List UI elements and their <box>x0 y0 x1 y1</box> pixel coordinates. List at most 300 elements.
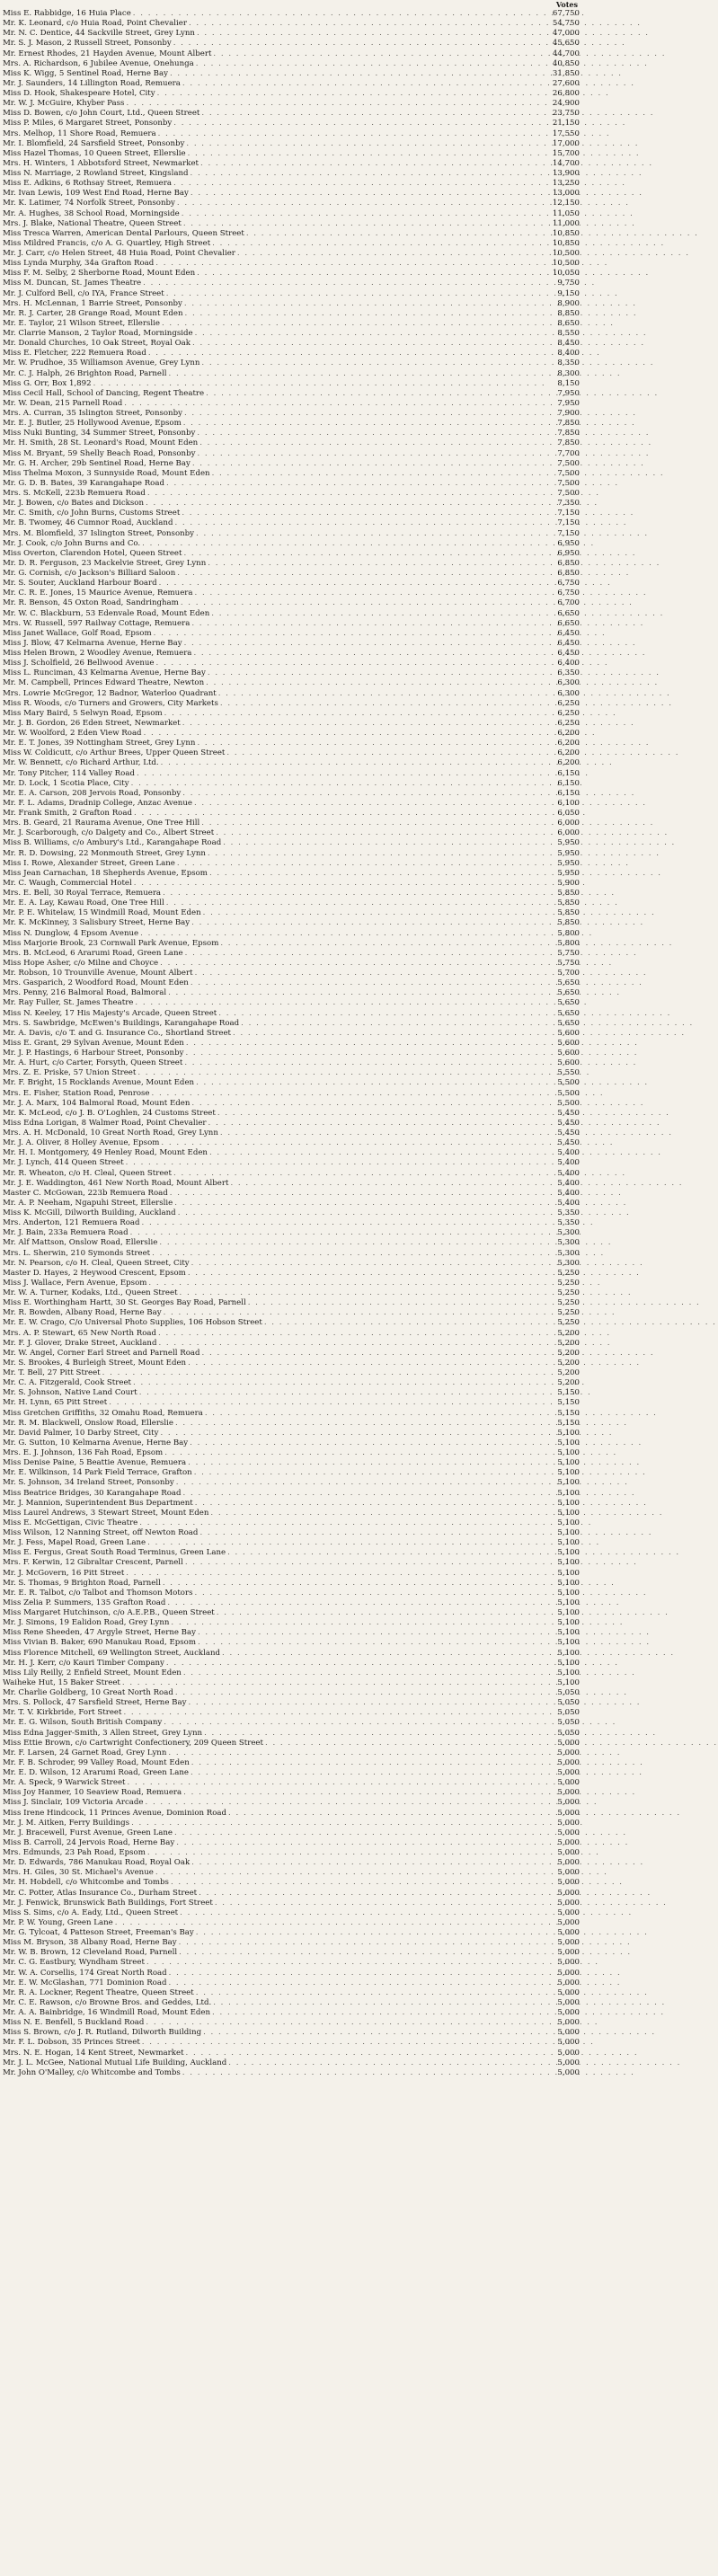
entry-votes: 17,000 <box>552 138 580 148</box>
leader-dots <box>135 998 551 1008</box>
leader-dots <box>191 619 551 629</box>
entry-name: Mr. E. R. Talbot, c/o Talbot and Thomson Motors <box>3 1588 193 1598</box>
entry-name: Mr. J. Cook, c/o John Burns and Co. <box>3 538 141 548</box>
entry-votes: 8,400 <box>557 349 580 359</box>
list-item <box>3 1899 580 1908</box>
entry-name: Mrs. H. McLennan, 1 Barrie Street, Ponsonby <box>3 298 182 308</box>
entry-votes: 10,500 <box>552 259 580 269</box>
leader-dots <box>176 1838 551 1848</box>
entry-votes: 5,000 <box>557 1888 580 1898</box>
entry-name: Mr. C. G. Eastbury, Wyndham Street <box>3 1958 145 1968</box>
entry-votes: 5,100 <box>557 1658 580 1668</box>
leader-dots <box>182 2068 551 2078</box>
leader-dots <box>203 908 551 918</box>
list-item <box>3 1659 580 1669</box>
leader-dots <box>191 918 551 928</box>
entry-votes: 5,650 <box>557 1018 580 1028</box>
list-item <box>3 89 580 99</box>
entry-name: Mr. J. Saunders, 14 Lillington Road, Remuera <box>3 78 181 88</box>
list-item <box>3 1988 580 1998</box>
list-item <box>3 619 580 629</box>
entry-name: Mr. J. McGovern, 16 Pitt Street <box>3 1568 125 1578</box>
leader-dots <box>182 79 551 89</box>
list-item <box>3 189 580 199</box>
entry-name: Miss W. Coldicutt, c/o Arthur Brees, Upper Queen Street <box>3 748 226 758</box>
list-item <box>3 978 580 988</box>
entry-name: Miss Hope Asher, c/o Milne and Choyce <box>3 958 159 968</box>
entry-votes: 9,750 <box>557 279 580 288</box>
leader-dots <box>173 119 551 128</box>
leader-dots <box>183 1788 551 1798</box>
entry-votes: 5,150 <box>557 1408 580 1418</box>
leader-dots <box>147 1538 551 1548</box>
entry-votes: 5,200 <box>557 1378 580 1388</box>
list-item <box>3 369 580 379</box>
leader-dots <box>159 1238 551 1248</box>
list-item <box>3 429 580 438</box>
entry-votes: 5,650 <box>557 988 580 998</box>
entry-name: Miss J. Wallace, Fern Avenue, Epsom <box>3 1278 147 1288</box>
entry-name: Mrs. Z. E. Priske, 57 Union Street <box>3 1068 137 1078</box>
entry-votes: 5,600 <box>557 1049 580 1058</box>
list-item <box>3 1288 580 1298</box>
list-item <box>3 849 580 859</box>
leader-dots <box>226 748 551 758</box>
entry-name: Miss Rene Sheeden, 47 Argyle Street, Herne Bay <box>3 1628 196 1638</box>
list-item <box>3 309 580 319</box>
entry-name: Mr. J. M. Aitken, Ferry Buildings <box>3 1818 130 1828</box>
list-item <box>3 2049 580 2058</box>
leader-dots <box>139 1388 551 1398</box>
entry-votes: 6,450 <box>557 649 580 658</box>
entry-votes: 12,150 <box>552 199 580 208</box>
leader-dots <box>204 1729 551 1739</box>
leader-dots <box>197 429 551 438</box>
entry-votes: 8,650 <box>557 318 580 328</box>
list-item <box>3 1329 580 1339</box>
entry-votes: 5,300 <box>557 1248 580 1258</box>
leader-dots <box>191 1858 551 1868</box>
entry-name: Mr. J. Bracewell, Furst Avenue, Green Lane <box>3 1828 173 1837</box>
entry-name: Mr. W. A. Turner, Kodaks, Ltd., Queen Street <box>3 1288 178 1297</box>
leader-dots <box>178 1208 551 1218</box>
entry-name: Mr. N. Pearson, c/o H. Cleal, Queen Street, City <box>3 1258 190 1268</box>
entry-votes: 5,500 <box>557 1078 580 1088</box>
entry-votes: 11,050 <box>552 208 580 218</box>
list-item <box>3 1238 580 1248</box>
leader-dots <box>142 539 551 549</box>
list-item <box>3 389 580 399</box>
entry-name: Mr. A. Hurt, c/o Carter, Forsyth, Queen Street <box>3 1058 183 1068</box>
list-item <box>3 69 580 79</box>
entry-votes: 5,100 <box>557 1628 580 1638</box>
leader-dots <box>183 1489 551 1499</box>
list-item <box>3 1628 580 1638</box>
entry-name: Miss N. Marriage, 2 Rowland Street, Kingsland <box>3 169 189 178</box>
entry-votes: 5,000 <box>557 1968 580 1978</box>
entry-name: Mr. J. Carr, c/o Helen Street, 48 Huia Road, Point Chevalier <box>3 249 235 258</box>
leader-dots <box>220 939 551 949</box>
list-item <box>3 1569 580 1579</box>
entry-name: Mr. C. Potter, Atlas Insurance Co., Durham Street <box>3 1888 198 1898</box>
entry-name: Mr. P. E. Whitelaw, 15 Windmill Road, Mount Eden <box>3 908 201 918</box>
leader-dots <box>179 1938 551 1948</box>
leader-dots <box>183 419 551 429</box>
list-item <box>3 169 580 179</box>
list-item <box>3 668 580 678</box>
list-item <box>3 1429 580 1438</box>
entry-votes: 6,750 <box>557 589 580 598</box>
leader-dots <box>191 1758 551 1768</box>
entry-votes: 8,850 <box>557 308 580 318</box>
leader-dots <box>206 678 551 688</box>
list-item <box>3 159 580 169</box>
leader-dots <box>195 329 551 339</box>
entry-name: Miss G. Orr, Box 1,892 <box>3 378 92 388</box>
entry-votes: 6,750 <box>557 579 580 589</box>
list-item <box>3 139 580 149</box>
list-item <box>3 518 580 528</box>
leader-dots <box>173 179 551 189</box>
leader-dots <box>123 1708 551 1718</box>
entry-name: Miss I. Rowe, Alexander Street, Green Lane <box>3 858 175 868</box>
entry-name: Miss M. Duncan, St. James Theatre <box>3 279 142 288</box>
list-item <box>3 1998 580 2008</box>
leader-dots <box>146 1798 552 1808</box>
list-item <box>3 59 580 69</box>
leader-dots <box>166 289 551 299</box>
list-item <box>3 1359 580 1368</box>
entry-name: Mr. K. McKinney, 3 Salisbury Street, Herne Bay <box>3 918 191 928</box>
entry-votes: 5,400 <box>557 1148 580 1158</box>
entry-name: Mr. E. T. Jones, 39 Nottingham Street, Grey Lynn <box>3 739 196 748</box>
list-item <box>3 1768 580 1778</box>
list-item <box>3 1179 580 1189</box>
leader-dots <box>131 779 551 789</box>
entry-name: Miss Mary Baird, 5 Selwyn Road, Epsom <box>3 708 163 718</box>
entry-votes: 5,200 <box>557 1368 580 1377</box>
leader-dots <box>160 959 551 969</box>
entry-votes: 6,000 <box>557 828 580 838</box>
entry-name: Miss E. McGettigan, Civic Theatre <box>3 1518 138 1527</box>
entry-name: Mr. J. Scarborough, c/o Dalgety and Co., Albert Street <box>3 828 215 838</box>
list-item <box>3 1499 580 1509</box>
entry-votes: 5,600 <box>557 1028 580 1038</box>
entry-name: Mr. A. Davis, c/o T. and G. Insurance Co., Shortland Street <box>3 1028 231 1038</box>
entry-name: Master C. McGowan, 223b Remuera Road <box>3 1188 168 1198</box>
entry-name: Mr. S. Brookes, 4 Burleigh Street, Mount Eden <box>3 1358 187 1368</box>
leader-dots <box>159 579 551 589</box>
entry-votes: 15,700 <box>552 148 580 158</box>
entry-votes: 6,200 <box>557 729 580 738</box>
entry-votes: 5,100 <box>557 1568 580 1578</box>
leader-dots <box>202 1349 551 1359</box>
leader-dots <box>230 1179 551 1189</box>
leader-dots <box>196 1988 551 1998</box>
list-item <box>3 1748 580 1758</box>
entry-name: Mr. F. Larsen, 24 Garnet Road, Grey Lynn <box>3 1748 167 1757</box>
leader-dots <box>265 1739 551 1748</box>
list-item <box>3 988 580 998</box>
entry-votes: 5,400 <box>557 1178 580 1188</box>
leader-dots <box>175 1419 551 1429</box>
leader-dots <box>205 1409 551 1419</box>
leader-dots <box>148 349 551 359</box>
entry-name: Mr. A. A. Bainbridge, 16 Windmill Road, Mount Eden <box>3 2008 211 2017</box>
entry-votes: 5,100 <box>557 1548 580 1558</box>
entry-votes: 6,300 <box>557 688 580 698</box>
entry-name: Miss Zelia P. Summers, 135 Grafton Road <box>3 1598 166 1607</box>
entry-votes: 7,500 <box>557 478 580 488</box>
entry-votes: 5,450 <box>557 1118 580 1128</box>
leader-dots <box>163 889 551 899</box>
entry-name: Mrs. B. Geard, 21 Raurama Avenue, One Tree Hill <box>3 819 200 828</box>
entry-votes: 6,150 <box>557 788 580 798</box>
list-item <box>3 1109 580 1119</box>
leader-dots <box>182 509 551 518</box>
entry-votes: 5,150 <box>557 1388 580 1398</box>
entry-name: Mr. F. J. Glover, Drake Street, Auckland <box>3 1338 157 1348</box>
list-item <box>3 1349 580 1359</box>
list-item <box>3 1279 580 1288</box>
entry-votes: 5,100 <box>557 1558 580 1568</box>
leader-dots <box>189 19 551 29</box>
entry-name: Mr. J. Fenwick, Brunswick Bath Buildings, Fort Street <box>3 1898 213 1908</box>
entry-votes: 5,000 <box>557 2008 580 2017</box>
entry-votes: 6,950 <box>557 548 580 558</box>
entry-name: Miss Ettie Brown, c/o Cartwright Confectionery, 209 Queen Street <box>3 1738 263 1748</box>
entry-name: Mr. C. A. Fitzgerald, Cook Street <box>3 1378 131 1388</box>
list-item <box>3 998 580 1008</box>
entry-name: Miss N. E. Benfell, 5 Buckland Road <box>3 2018 145 2028</box>
entry-name: Miss Tresca Warren, American Dental Parlours, Queen Street <box>3 228 244 238</box>
entry-name: Mr. D. Edwards, 786 Manukau Road, Royal Oak <box>3 1858 191 1868</box>
entry-name: Mr. R. Wheaton, c/o H. Cleal, Queen Street <box>3 1168 172 1178</box>
entry-name: Mr. J. E. Waddington, 461 New North Road, Mount Albert <box>3 1178 229 1188</box>
entry-votes: 14,700 <box>552 158 580 168</box>
entry-votes: 5,850 <box>557 908 580 918</box>
entry-name: Mrs. F. Kerwin, 12 Gibraltar Crescent, Parnell <box>3 1558 183 1568</box>
list-item <box>3 2028 580 2038</box>
entry-name: Mrs. E. Bell, 30 Royal Terrace, Remuera <box>3 889 162 898</box>
leader-dots <box>171 1878 551 1888</box>
entry-votes: 5,000 <box>557 1788 580 1798</box>
list-item <box>3 1259 580 1269</box>
list-item <box>3 649 580 659</box>
entry-name: Miss Mildred Francis, c/o A. G. Quartley, High Street <box>3 238 211 248</box>
list-item <box>3 879 580 889</box>
entry-name: Miss Vivian B. Baker, 690 Manukau Road, Epsom <box>3 1638 196 1648</box>
entry-name: Miss Jean Carnachan, 18 Shepherds Avenue, Epsom <box>3 868 208 878</box>
entry-name: Mr. P. W. Young, Green Lane <box>3 1917 113 1927</box>
leader-dots <box>160 1429 551 1438</box>
list-item <box>3 1729 580 1739</box>
list-item <box>3 799 580 809</box>
leader-dots <box>201 359 551 368</box>
entry-name: Miss E. Rabbidge, 16 Huia Place <box>3 9 131 18</box>
entry-name: Mr. J. Lynch, 414 Queen Street <box>3 1158 124 1168</box>
leader-dots <box>170 1189 551 1199</box>
entry-name: Miss Wilson, 12 Nanning Street, off Newton Road <box>3 1528 199 1537</box>
leader-dots <box>164 1718 551 1728</box>
entry-name: Mr. C. R. E. Jones, 15 Maurice Avenue, Remuera <box>3 589 193 598</box>
entry-votes: 11,000 <box>552 218 580 228</box>
entry-name: Miss J. Sinclair, 109 Victoria Arcade <box>3 1798 144 1808</box>
list-item <box>3 39 580 49</box>
entry-votes: 5,150 <box>557 1398 580 1408</box>
leader-dots <box>215 1899 551 1908</box>
leader-dots <box>182 789 551 799</box>
list-item <box>3 109 580 119</box>
entry-votes: 5,000 <box>557 1878 580 1888</box>
entry-votes: 5,100 <box>557 1638 580 1648</box>
list-item <box>3 438 580 448</box>
list-item <box>3 459 580 469</box>
list-item <box>3 349 580 359</box>
leader-dots <box>179 1948 551 1958</box>
list-item <box>3 639 580 649</box>
list-item <box>3 1448 580 1458</box>
leader-dots <box>194 1468 551 1478</box>
leader-dots <box>195 589 551 598</box>
entry-votes: 5,200 <box>557 1338 580 1348</box>
leader-dots <box>185 309 551 319</box>
leader-dots <box>217 1608 551 1618</box>
entry-votes: 5,950 <box>557 838 580 848</box>
leader-dots <box>146 2018 551 2028</box>
entry-name: Mr. W. Dean, 215 Parnell Road <box>3 398 123 408</box>
entry-name: Miss Edna Lorigan, 8 Walmer Road, Point Chevalier <box>3 1118 207 1128</box>
list-item <box>3 689 580 699</box>
leader-dots <box>181 598 551 608</box>
entry-votes: 45,650 <box>552 39 580 49</box>
leader-dots <box>173 1169 551 1179</box>
leader-dots <box>188 1458 551 1468</box>
list-item <box>3 1698 580 1708</box>
entry-votes: 5,000 <box>557 1757 580 1767</box>
entry-votes: 6,350 <box>557 668 580 678</box>
leader-dots <box>210 1509 551 1518</box>
entry-name: Miss L. Runciman, 43 Kelmarna Avenue, Herne Bay <box>3 668 206 678</box>
leader-dots <box>152 1249 551 1259</box>
entry-votes: 5,000 <box>557 2038 580 2048</box>
entry-votes: 5,100 <box>557 1598 580 1607</box>
entry-votes: 5,000 <box>557 1808 580 1818</box>
entry-name: Mr. M. Campbell, Princes Edward Theatre, Newton <box>3 678 205 688</box>
entry-name: Mr. H. J. Kerr, c/o Kauri Timber Company <box>3 1658 164 1668</box>
list-item <box>3 659 580 668</box>
leader-dots <box>167 1598 551 1608</box>
entry-name: Mr. Donald Churches, 10 Oak Street, Royal Oak <box>3 339 191 349</box>
leader-dots <box>211 609 551 619</box>
entry-votes: 27,600 <box>552 78 580 88</box>
entry-name: Miss E. Fletcher, 222 Remuera Road <box>3 349 146 359</box>
list-item <box>3 1438 580 1448</box>
list-item <box>3 719 580 729</box>
entry-votes: 7,700 <box>557 448 580 458</box>
entry-votes: 5,000 <box>557 2018 580 2028</box>
leader-dots <box>163 1579 551 1589</box>
list-item <box>3 1798 580 1808</box>
leader-dots <box>197 269 551 279</box>
entry-votes: 5,200 <box>557 1348 580 1358</box>
leader-dots <box>177 569 551 579</box>
entry-name: Mrs. A. Curran, 35 Islington Street, Ponsonby <box>3 409 182 418</box>
entry-votes: 7,150 <box>557 509 580 518</box>
leader-dots <box>199 1889 551 1899</box>
entry-name: Mrs. S. McKell, 223b Remuera Road <box>3 489 146 498</box>
leader-dots <box>190 1438 551 1448</box>
entry-votes: 5,100 <box>557 1528 580 1537</box>
entry-name: Mrs. H. Winters, 1 Abbotsford Street, Newmarket <box>3 158 199 168</box>
entry-votes: 7,950 <box>557 398 580 408</box>
entry-name: Mr. R. M. Blackwell, Onslow Road, Ellerslie <box>3 1418 173 1428</box>
entry-votes: 24,900 <box>552 99 580 109</box>
entry-votes: 10,850 <box>552 228 580 238</box>
list-item <box>3 769 580 779</box>
entry-name: Mr. E. Taylor, 21 Wilson Street, Ellerslie <box>3 318 160 328</box>
leader-dots <box>183 1669 551 1678</box>
list-item <box>3 1708 580 1718</box>
entry-name: Mr. C. Waugh, Commercial Hotel <box>3 878 132 888</box>
leader-dots <box>233 1029 551 1039</box>
list-item <box>3 1119 580 1129</box>
leader-dots <box>192 339 551 349</box>
leader-dots <box>216 828 551 838</box>
entry-name: Miss Beatrice Bridges, 30 Karangahape Road <box>3 1488 182 1498</box>
entry-name: Miss E. Grant, 29 Sylvan Avenue, Mount Eden <box>3 1038 184 1048</box>
leader-dots <box>170 69 551 79</box>
entry-name: Mr. John O'Malley, c/o Whitcombe and Tombs <box>3 2067 181 2077</box>
leader-dots <box>152 1089 551 1099</box>
leader-dots <box>191 1099 551 1109</box>
leader-dots <box>157 89 551 99</box>
entry-name: Miss Overton, Clarendon Hotel, Queen Street <box>3 548 182 558</box>
entry-name: Miss K. Wigg, 5 Sentinel Road, Herne Bay <box>3 68 168 78</box>
leader-dots <box>228 2058 551 2068</box>
leader-dots <box>182 719 551 729</box>
list-item <box>3 559 580 569</box>
entry-votes: 5,100 <box>557 1448 580 1457</box>
entry-votes: 5,500 <box>557 1088 580 1098</box>
entry-name: Mrs. Melhop, 11 Shore Road, Remuera <box>3 128 156 138</box>
entry-votes: 54,750 <box>552 19 580 29</box>
leader-dots <box>174 1199 551 1208</box>
entry-name: Mrs. J. Blake, National Theatre, Queen Street <box>3 218 182 228</box>
list-item <box>3 449 580 459</box>
list-item <box>3 1758 580 1768</box>
list-item <box>3 1228 580 1238</box>
leader-dots <box>237 249 551 259</box>
leader-dots <box>246 229 551 239</box>
leader-dots <box>139 1518 551 1528</box>
list-item <box>3 1148 580 1158</box>
entry-votes: 5,000 <box>557 1748 580 1757</box>
entry-votes: 5,950 <box>557 868 580 878</box>
list-item <box>3 469 580 479</box>
leader-dots <box>164 1448 551 1458</box>
list-item <box>3 1039 580 1049</box>
list-item <box>3 959 580 969</box>
entry-votes: 5,050 <box>557 1728 580 1738</box>
list-item <box>3 1649 580 1659</box>
entry-votes: 5,050 <box>557 1708 580 1718</box>
list-item <box>3 2068 580 2078</box>
entry-votes: 5,800 <box>557 938 580 948</box>
list-item <box>3 199 580 208</box>
leader-dots <box>130 1228 551 1238</box>
entry-votes: 31,850 <box>552 68 580 78</box>
